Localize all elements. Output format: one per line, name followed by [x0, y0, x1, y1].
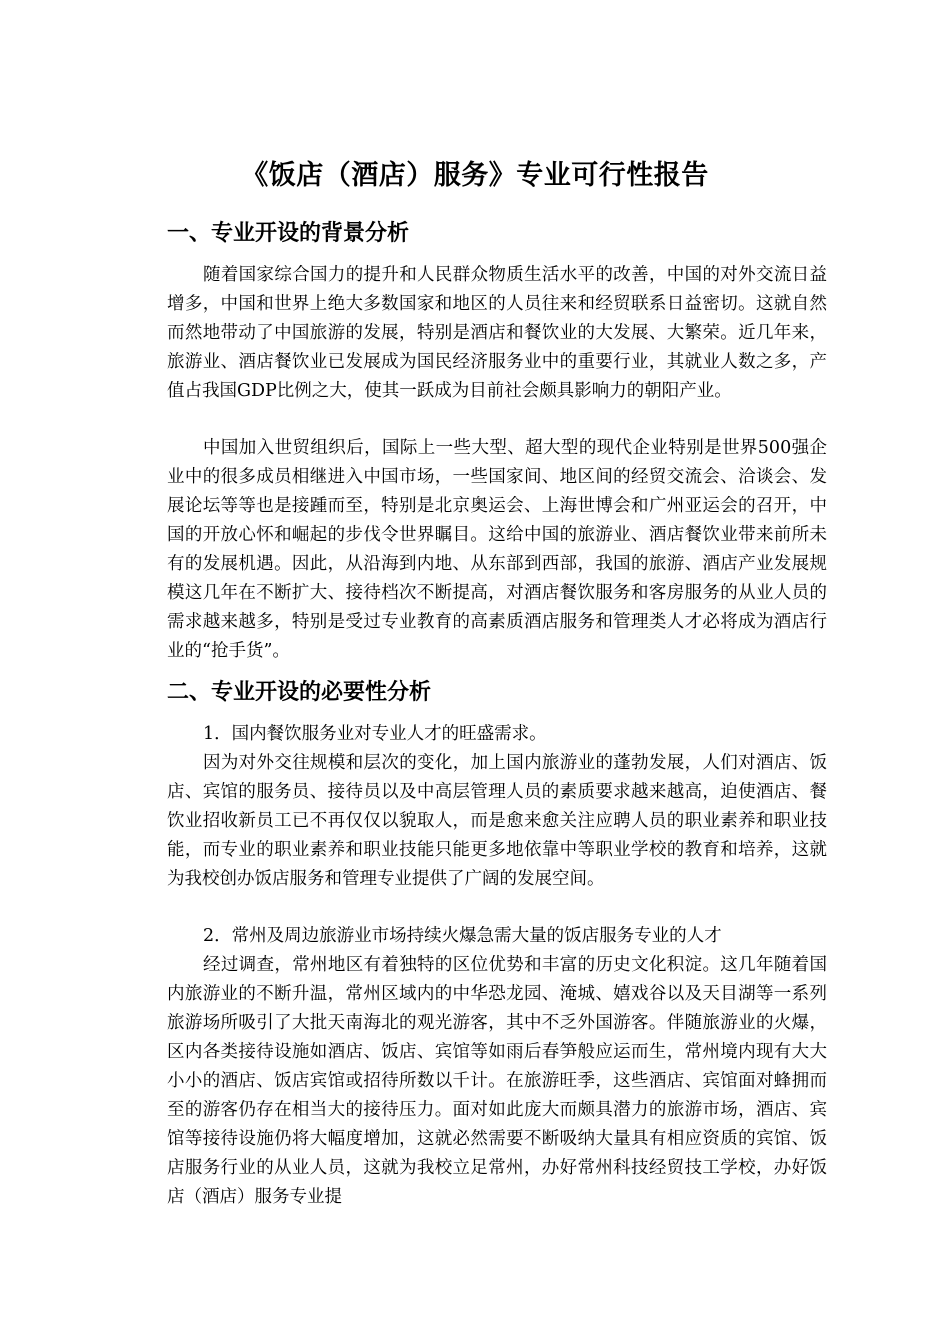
paragraph-background-1: 随着国家综合国力的提升和人民群众物质生活水平的改善，中国的对外交流日益增多，中国和世界上绝大多数国家和地区的人员往来和经贸联系日益密切。这就自然而然地带动了中国旅游的发展，特别是酒店和餐饮业的大发展、大繁荣。近几年来，旅游业、酒店餐饮业已发展成为国民经济服务业中的重要行业，其就业人数之多，产值占我国GDP比例之大，使其一跃成为目前社会颇具影响力的朝阳产业。: [167, 265, 827, 401]
list-item-2: 2．常州及周边旅游业市场持续火爆急需大量的饭店服务专业的人才: [203, 926, 722, 946]
paragraph-necessity-2: 经过调查，常州地区有着独特的区位优势和丰富的历史文化积淀。这几年随着国内旅游业的不断升温，常州区域内的中华恐龙园、淹城、嬉戏谷以及天目湖等一系列旅游场所吸引了大批天南海北的观光游客，其中不乏外国游客。伴随旅游业的火爆，区内各类接待设施如酒店、饭店、宾馆等如雨后春笋般应运而生，常州境内现有大大小小的酒店、饭店宾馆或招待所数以千计。在旅游旺季，这些酒店、宾馆面对蜂拥而至的游客仍存在相当大的接待压力。面对如此庞大而颇具潜力的旅游市场，酒店、宾馆等接待设施仍将大幅度增加，这就必然需要不断吸纳大量具有相应资质的宾馆、饭店服务行业的从业人员，这就为我校立足常州，办好常州科技经贸技工学校，办好饭店（酒店）服务专业提: [167, 955, 827, 1207]
list-item-1: 1．国内餐饮服务业对专业人才的旺盛需求。: [203, 724, 547, 744]
document-title: 《饭店（酒店）服务》专业可行性报告: [241, 160, 709, 191]
paragraph-background-2: 中国加入世贸组织后，国际上一些大型、超大型的现代企业特别是世界500强企业中的很多成员相继进入中国市场，一些国家间、地区间的经贸交流会、洽谈会、发展论坛等等也是接踵而至，特别是北京奥运会、上海世博会和广州亚运会的召开，中国的开放心怀和崛起的步伐令世界瞩目。这给中国的旅游业、酒店餐饮业带来前所未有的发展机遇。因此，从沿海到内地、从东部到西部，我国的旅游、酒店产业发展规模这几年在不断扩大、接待档次不断提高，对酒店餐饮服务和客房服务的从业人员的需求越来越多，特别是受过专业教育的高素质酒店服务和管理类人才必将成为酒店行业的“抢手货”。: [167, 438, 827, 661]
section-heading-background: 一、专业开设的背景分析: [167, 221, 410, 246]
section-heading-necessity: 二、专业开设的必要性分析: [167, 680, 432, 705]
paragraph-necessity-1: 因为对外交往规模和层次的变化，加上国内旅游业的蓬勃发展，人们对酒店、饭店、宾馆的服务员、接待员以及中高层管理人员的素质要求越来越高，迫使酒店、餐饮业招收新员工已不再仅仅以貌取人，而是愈来愈关注应聘人员的职业素养和职业技能，而专业的职业素养和职业技能只能更多地依靠中等职业学校的教育和培养，这就为我校创办饭店服务和管理专业提供了广阔的发展空间。: [167, 753, 827, 889]
